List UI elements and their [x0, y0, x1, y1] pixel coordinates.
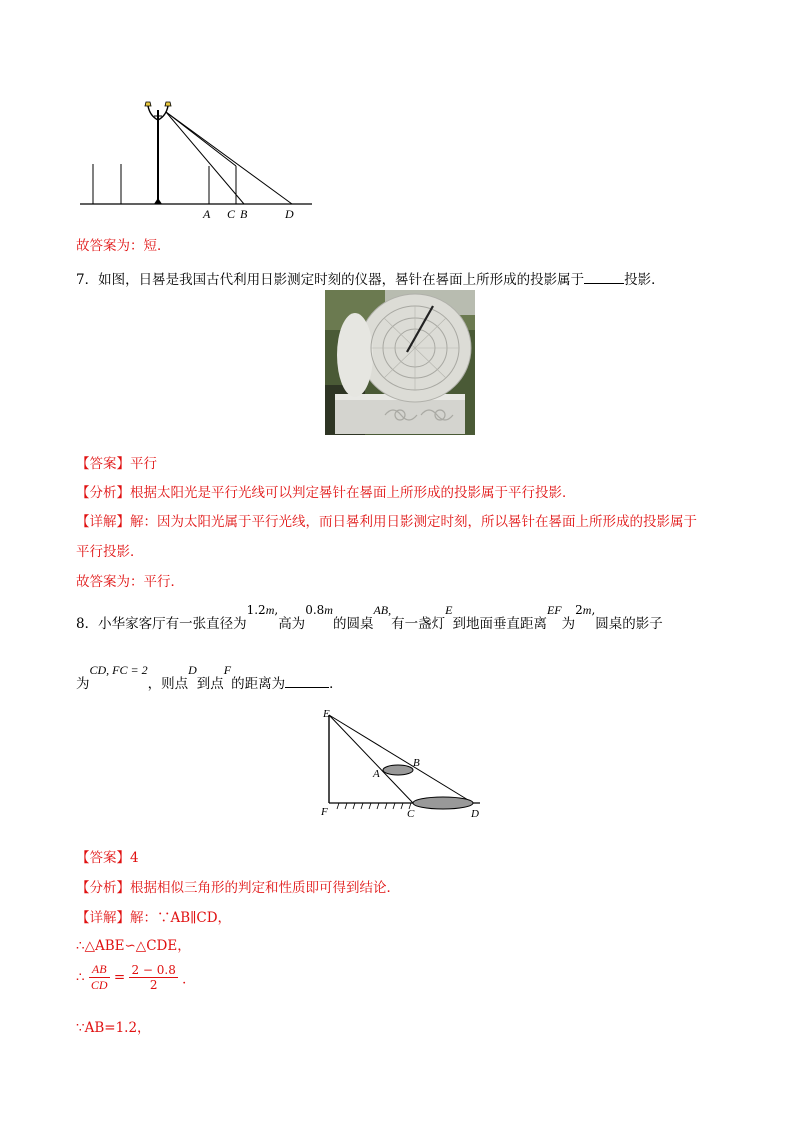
- q8-unit-m-3: m: [582, 603, 592, 617]
- fig2-label-d: D: [471, 808, 479, 820]
- q8-therefore: ∴: [76, 969, 85, 986]
- q7-detail-line1: 【详解】解：因为太阳光属于平行光线，而日晷利用日影测定时刻，所以晷针在晷面上所形成的投影属于: [76, 514, 697, 530]
- q8-analysis: 【分析】根据相似三角形的判定和性质即可得到结论．: [76, 880, 400, 896]
- q8-comma: ,: [274, 603, 279, 617]
- q8-unit-m-2: m: [324, 603, 333, 617]
- label-b: B: [240, 207, 248, 221]
- q8-cd: CD: [89, 663, 107, 677]
- q8-text-11: 的距离为: [231, 676, 286, 692]
- q8-equals: =: [113, 969, 126, 986]
- q8-text-7: 圆桌的影子: [595, 616, 663, 632]
- q8-ab-label: AB: [373, 603, 389, 617]
- fig2-label-a: A: [373, 768, 380, 780]
- q8-comma-2: ,: [388, 603, 392, 617]
- q8-fc: , FC = 2: [106, 663, 148, 677]
- q8-text-6: 为: [561, 616, 576, 632]
- q8-diameter: [247, 603, 279, 617]
- q8-cd-fc: [90, 663, 148, 677]
- q8-text-10: 到点: [196, 676, 224, 692]
- q8-text-8: 为: [76, 676, 90, 692]
- q8-text-1: 8．小华家客厅有一张直径为: [76, 616, 247, 632]
- fig2-label-f: F: [321, 806, 328, 818]
- q8-period: ．: [182, 971, 196, 988]
- q8-ef: EF: [546, 603, 562, 617]
- q8-fraction-ab-cd: [89, 962, 110, 993]
- label-a: A: [203, 207, 211, 221]
- q8-distance-value: 2: [575, 603, 583, 617]
- q8-text-3: 的圆桌: [332, 616, 374, 632]
- q8-f: F: [223, 663, 232, 677]
- label-c: C: [227, 207, 236, 221]
- q8-unit-m: m: [265, 603, 275, 617]
- q7-detail-line2: 平行投影．: [76, 544, 144, 560]
- q8-frac1-num: AB: [89, 962, 110, 978]
- q8-text-5: 到地面垂直距离: [452, 616, 547, 632]
- q8-detail-3: [76, 962, 196, 993]
- q8-comma-3: ,: [591, 603, 596, 617]
- q7-final-answer: 故答案为：平行．: [76, 574, 184, 590]
- q8-blank: [285, 675, 329, 688]
- label-d: D: [285, 207, 294, 221]
- q8-text-12: ．: [329, 676, 343, 692]
- question-8-line1: [76, 603, 663, 632]
- q8-e: E: [445, 603, 453, 617]
- q8-text-2: 高为: [278, 616, 306, 632]
- q8-ab: [373, 603, 391, 617]
- q8-text-9: ，则点: [147, 676, 189, 692]
- q8-frac2-num: 2 − 0.8: [131, 963, 176, 977]
- q8-height: [305, 603, 333, 617]
- q7-analysis: 【分析】根据太阳光是平行光线可以判定晷针在晷面上所形成的投影属于平行投影．: [76, 485, 576, 501]
- sundial-photo: [325, 290, 475, 435]
- question-7: [76, 268, 665, 288]
- q7-text-before: 7．如图，日晷是我国古代利用日影测定时刻的仪器，晷针在晷面上所形成的投影属于: [76, 272, 585, 288]
- fig2-label-c: C: [407, 808, 415, 820]
- fig2-label-e: E: [323, 708, 330, 720]
- q8-answer: 【答案】4: [76, 850, 139, 866]
- q8-detail-2: ∴△ABE∽△CDE，: [76, 938, 191, 954]
- lamp-shadow-figure: [76, 98, 316, 223]
- q8-frac1-den: CD: [90, 978, 108, 992]
- q8-fraction-ratio: [129, 963, 177, 992]
- q7-blank: [584, 271, 624, 284]
- fig2-label-b: B: [413, 757, 420, 769]
- prev-answer: 故答案为：短．: [76, 238, 171, 254]
- q8-frac2-den: 2: [149, 978, 158, 992]
- q8-height-value: 0.8: [305, 603, 325, 617]
- q7-text-after: 投影．: [624, 272, 665, 288]
- q8-detail-4: ∵AB=1.2，: [76, 1020, 151, 1036]
- q8-diameter-value: 1.2: [246, 603, 266, 617]
- table-shadow-figure: [315, 705, 490, 820]
- q8-d: D: [188, 663, 197, 677]
- q8-detail-1: 【详解】解：∵AB∥CD，: [76, 910, 232, 926]
- question-8-line2: [76, 663, 343, 692]
- q8-text-4: 有一盏灯: [391, 616, 446, 632]
- q8-distance: [575, 603, 595, 617]
- q7-answer: 【答案】平行: [76, 456, 157, 472]
